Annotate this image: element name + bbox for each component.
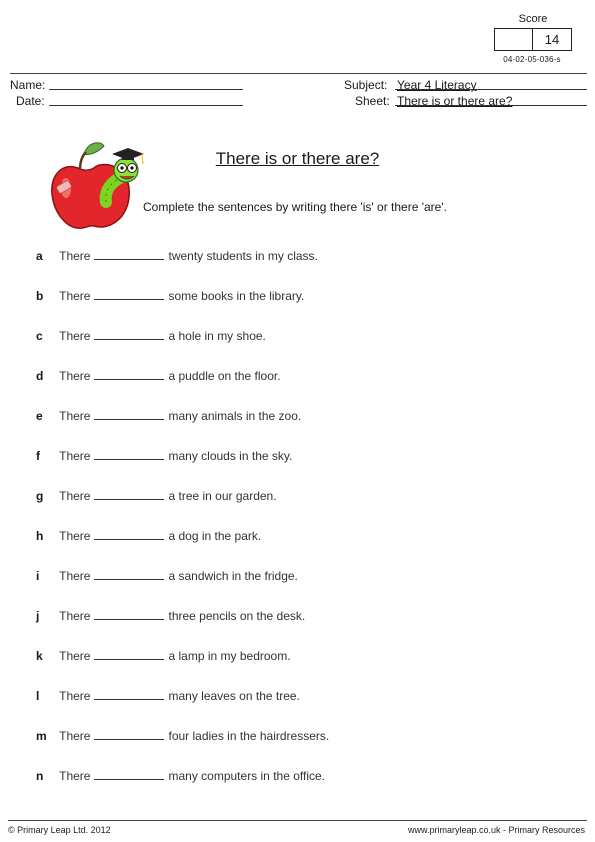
subject-value: Year 4 Literacy <box>397 78 477 92</box>
name-label: Name: <box>10 78 46 92</box>
question-row <box>36 688 300 704</box>
answer-blank[interactable] <box>94 768 164 780</box>
question-end: three pencils on the desk. <box>168 609 306 623</box>
question-end: a sandwich in the fridge. <box>168 569 298 583</box>
question-start: There <box>59 649 91 663</box>
question-start: There <box>59 609 91 623</box>
question-row <box>36 448 292 464</box>
question-start: There <box>59 489 91 503</box>
answer-blank[interactable] <box>94 728 164 740</box>
question-end: a hole in my shoe. <box>168 329 266 343</box>
question-letter: f <box>36 449 40 463</box>
subject-label: Subject: <box>344 78 388 92</box>
question-end: many clouds in the sky. <box>168 449 293 463</box>
question-start: There <box>59 689 91 703</box>
question-row <box>36 768 325 784</box>
question-letter: k <box>36 649 43 663</box>
question-row <box>36 368 281 384</box>
score-box <box>494 28 572 51</box>
footer-divider <box>8 820 587 821</box>
question-start: There <box>59 449 91 463</box>
question-letter: c <box>36 329 43 343</box>
answer-blank[interactable] <box>94 648 164 660</box>
question-letter: m <box>36 729 47 743</box>
answer-blank[interactable] <box>94 608 164 620</box>
question-row <box>36 608 305 624</box>
score-total: 14 <box>544 32 560 47</box>
date-field[interactable] <box>49 92 243 106</box>
answer-blank[interactable] <box>94 448 164 460</box>
answer-blank[interactable] <box>94 248 164 260</box>
question-letter: a <box>36 249 43 263</box>
question-row <box>36 288 304 304</box>
answer-blank[interactable] <box>94 288 164 300</box>
question-start: There <box>59 249 91 263</box>
answer-blank[interactable] <box>94 568 164 580</box>
sheet-label: Sheet: <box>355 94 390 108</box>
question-row <box>36 528 261 544</box>
question-letter: e <box>36 409 43 423</box>
question-letter: i <box>36 569 40 583</box>
question-row <box>36 728 329 744</box>
answer-blank[interactable] <box>94 528 164 540</box>
question-start: There <box>59 409 91 423</box>
worksheet-title: There is or there are? <box>215 149 380 168</box>
question-start: There <box>59 369 91 383</box>
name-field[interactable] <box>49 76 243 90</box>
question-start: There <box>59 329 91 343</box>
answer-blank[interactable] <box>94 368 164 380</box>
question-row <box>36 248 318 264</box>
question-row <box>36 488 277 504</box>
question-end: many computers in the office. <box>168 769 326 783</box>
question-end: a puddle on the floor. <box>168 369 281 383</box>
question-end: many leaves on the tree. <box>168 689 300 703</box>
question-row <box>36 328 266 344</box>
question-end: many animals in the zoo. <box>168 409 302 423</box>
question-letter: b <box>36 289 44 303</box>
answer-blank[interactable] <box>94 408 164 420</box>
question-end: a dog in the park. <box>168 529 262 543</box>
sheet-value: There is or there are? <box>397 94 513 108</box>
question-start: There <box>59 569 91 583</box>
question-start: There <box>59 529 91 543</box>
instructions: Complete the sentences by writing there 'is' or there 'are'. <box>143 200 447 214</box>
header-divider-top <box>10 73 587 74</box>
question-start: There <box>59 729 91 743</box>
question-row <box>36 648 291 664</box>
question-row <box>36 408 301 424</box>
apple-bookworm-graduate-icon <box>48 140 148 232</box>
question-end: some books in the library. <box>168 289 305 303</box>
footer-copyright: © Primary Leap Ltd. 2012 <box>8 825 111 835</box>
question-letter: j <box>36 609 40 623</box>
question-row <box>36 568 298 584</box>
score-label: Score <box>518 13 548 25</box>
question-end: a lamp in my bedroom. <box>168 649 291 663</box>
question-start: There <box>59 769 91 783</box>
answer-blank[interactable] <box>94 488 164 500</box>
question-letter: h <box>36 529 44 543</box>
question-end: a tree in our garden. <box>168 489 277 503</box>
question-start: There <box>59 289 91 303</box>
question-end: four ladies in the hairdressers. <box>168 729 330 743</box>
question-letter: g <box>36 489 44 503</box>
footer-website: www.primaryleap.co.uk - Primary Resources <box>407 825 585 835</box>
question-letter: n <box>36 769 44 783</box>
answer-blank[interactable] <box>94 688 164 700</box>
question-letter: l <box>36 689 40 703</box>
question-letter: d <box>36 369 44 383</box>
question-end: twenty students in my class. <box>168 249 318 263</box>
sheet-code: 04-02-05-036-s <box>503 55 561 64</box>
score-input-cell[interactable] <box>495 29 533 50</box>
answer-blank[interactable] <box>94 328 164 340</box>
date-label: Date: <box>16 94 45 108</box>
